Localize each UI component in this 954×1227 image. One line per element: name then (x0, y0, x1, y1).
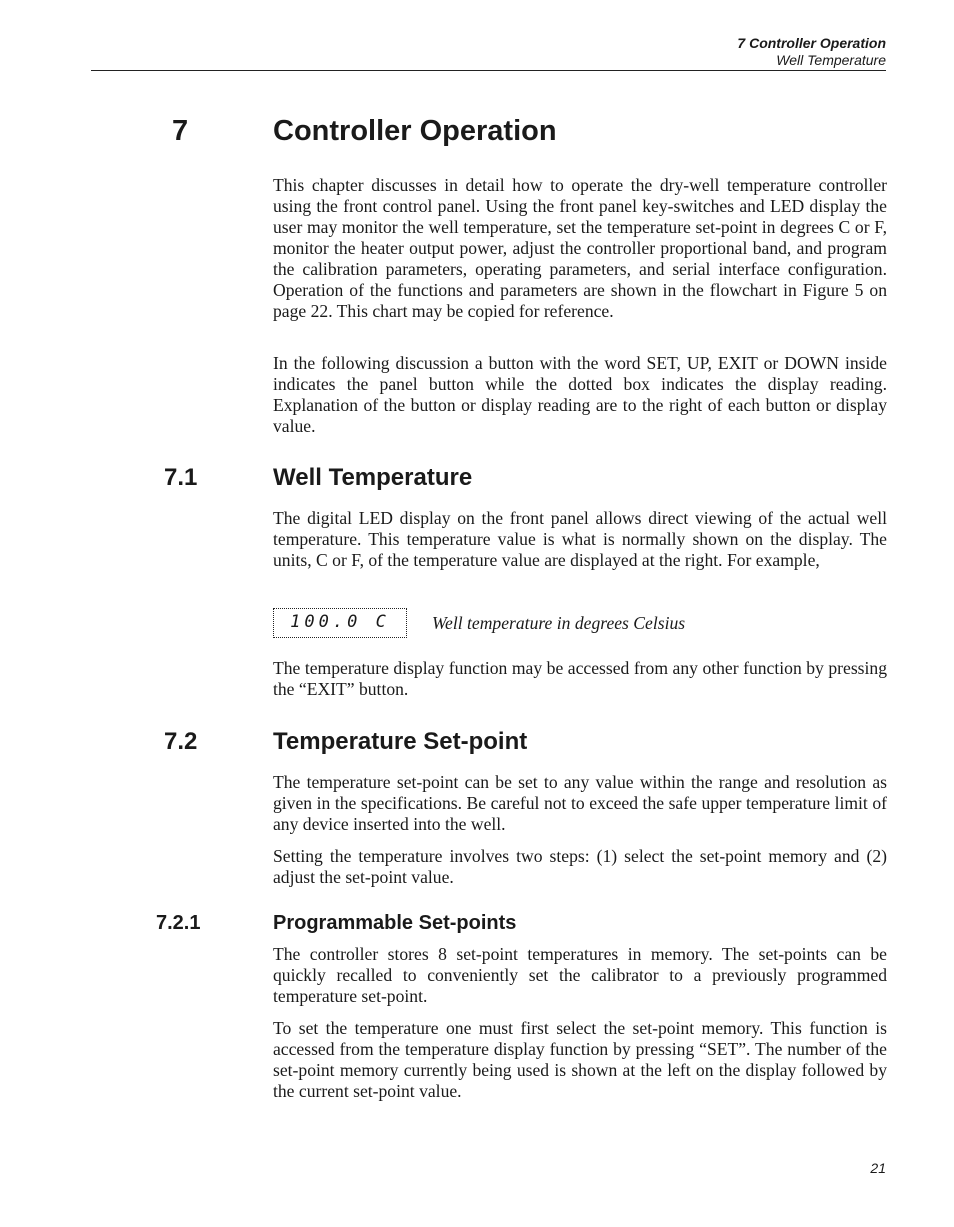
page-number: 21 (870, 1160, 886, 1176)
select-memory-paragraph: To set the temperature one must first select the set-point memory. This function is accessed from the temperature display function by pressing “SET”. The number of the set-point memory currently being used is shown at the left on the display followed by the current set-point value. (273, 1018, 887, 1101)
section-number: 7.2.1 (156, 912, 201, 934)
section-title: Temperature Set-point (273, 728, 528, 755)
section-heading-7-1 (164, 463, 864, 493)
section-heading-7-2-1 (156, 910, 856, 936)
running-head-section: Well Temperature (776, 52, 886, 68)
chapter-intro-paragraph: This chapter discusses in detail how to operate the dry-well temperature controller using the front control panel. Using the front panel key-switches and LED display the user may monitor the well temperature, set the temperature set-point in degrees C or F, monitor the heater output power, adjust the controller proportional band, and program the calibration parameters, operating parameters, and serial interface configuration. Operation of the functions and parameters are shown in the flowchart in Figure 5 on page 22. This chart may be copied for reference. (273, 175, 887, 321)
display-caption: Well temperature in degrees Celsius (432, 613, 686, 633)
chapter-heading (172, 113, 872, 149)
section-heading-7-2 (164, 727, 864, 757)
well-temperature-paragraph: The digital LED display on the front panel allows direct viewing of the actual well temperature. This temperature value is what is normally shown on the display. The units, C or F, of the temperature value are displayed at the right. For example, (273, 508, 887, 570)
display-function-paragraph: The temperature display function may be accessed from any other function by pressing the “EXIT” button. (273, 658, 887, 699)
chapter-convention-paragraph: In the following discussion a button with the word SET, UP, EXIT or DOWN inside indicates the panel button while the dotted box indicates the display reading. Explanation of the button or display reading are to the right of each button or display value. (273, 353, 887, 436)
running-head-chapter: 7 Controller Operation (737, 35, 886, 51)
chapter-number: 7 (172, 115, 189, 147)
chapter-title: Controller Operation (273, 115, 557, 147)
running-head (737, 35, 886, 69)
section-title: Well Temperature (273, 464, 473, 491)
set-point-paragraph: The temperature set-point can be set to any value within the range and resolution as given in the specifications. Be careful not to exceed the safe upper temperature limit of any device inserted into the well. (273, 772, 887, 834)
set-point-steps-paragraph: Setting the temperature involves two steps: (1) select the set-point memory and (2) adjust the set-point value. (273, 846, 887, 887)
led-display-reading: 100.0 C (273, 608, 407, 638)
section-number: 7.1 (164, 464, 198, 491)
programmable-set-points-paragraph: The controller stores 8 set-point temperatures in memory. The set-points can be quickly recalled to conveniently set the calibrator to a previously programmed temperature set-point. (273, 944, 887, 1006)
section-number: 7.2 (164, 728, 198, 755)
section-title: Programmable Set-points (273, 912, 517, 934)
header-rule (91, 70, 886, 71)
